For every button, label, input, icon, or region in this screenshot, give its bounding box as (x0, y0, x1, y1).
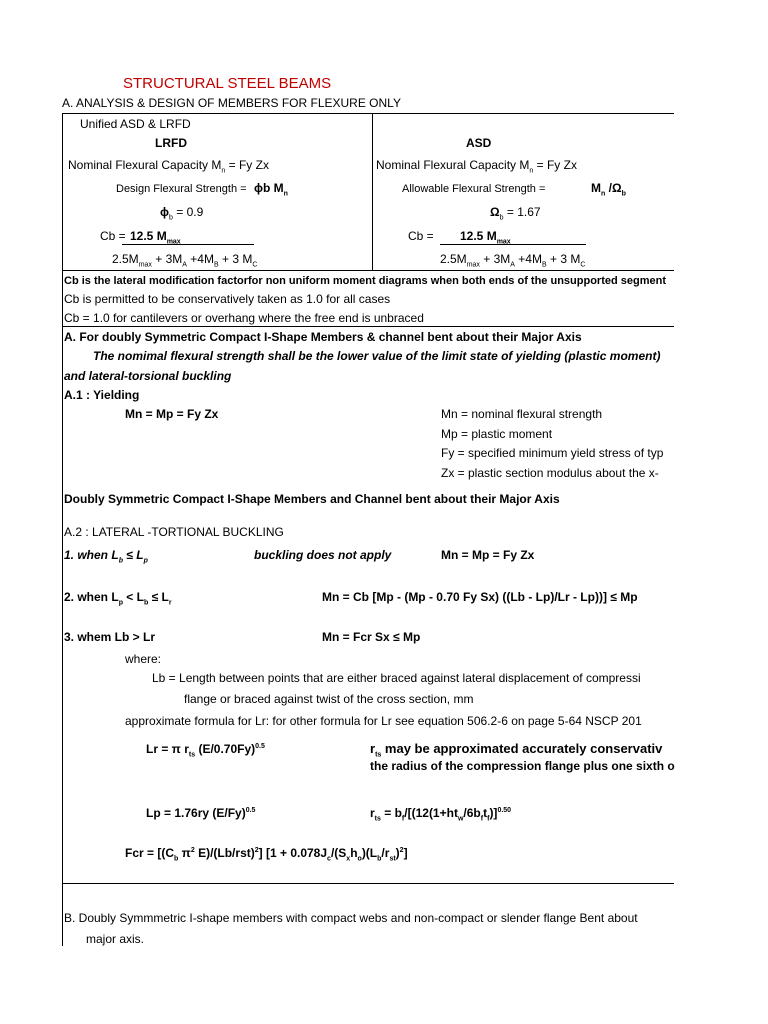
asd-allow-label: Allowable Flexural Strength = (402, 183, 546, 195)
unified-label: Unified ASD & LRFD (80, 117, 191, 131)
asd-cb-denominator: $2.5M_{max} + 3M_A +4M_B + 3$ $M_C$ (440, 252, 586, 269)
lrfd-phi: $\phi_b = 0.9$ (160, 205, 204, 222)
case-1-note: buckling does not apply (254, 548, 392, 562)
asd-cb-label: Cb = (408, 229, 434, 243)
asd-fraction-bar (440, 244, 586, 245)
section-heading: A. ANALYSIS & DESIGN OF MEMBERS FOR FLEXURE ONLY (62, 96, 401, 110)
lrfd-cb-label: Cb = (100, 229, 126, 243)
a1-heading: A.1 : Yielding (64, 388, 140, 402)
def-fy: Fy = specified minimum yield stress of typ (441, 446, 664, 460)
def-mp: Mp = plastic moment (441, 427, 553, 441)
cb-cantilever-note: Cb = 1.0 for cantilevers or overhang where the free end is unbraced (64, 311, 424, 325)
lb-definition-1: Lb = Length between points that are either braced against lateral displacement of compressi (152, 671, 641, 685)
section-b-divider (62, 883, 674, 884)
lrfd-cb-denominator: $2.5M_{max} + 3M_A +4M_B + 3$ $M_C$ (112, 252, 258, 269)
where-label: where: (125, 652, 162, 666)
a2-heading: A.2 : LATERAL -TORTIONAL BUCKLING (64, 525, 284, 539)
case-2-condition: 2. when $L_p < L_b \le L_r$ (64, 590, 172, 607)
doubly-symmetric-heading: Doubly Symmetric Compact I-Shape Members and Channel bent about their Major Axis (64, 492, 560, 506)
yield-equation: Mn = Mp = Fy Zx (125, 407, 219, 421)
content-left-border (62, 326, 63, 946)
table-top-border (62, 113, 674, 114)
lrfd-nominal-capacity: Nominal Flexural Capacity $M_n = Fy$ Zx (68, 158, 269, 175)
table-center-divider (372, 113, 373, 270)
lrfd-header: LRFD (155, 136, 187, 150)
cb-permit-note: Cb is permitted to be conservatively taken as 1.0 for all cases (64, 292, 391, 306)
section-a-heading: A. For doubly Symmetric Compact I-Shape Members & channel bent about their Major Axis (64, 330, 582, 344)
asd-cb-numerator: 12.5 $M_{max}$ (460, 229, 511, 246)
page-title: STRUCTURAL STEEL BEAMS (123, 75, 332, 92)
table-row-divider (62, 270, 674, 271)
lb-definition-2: flange or braced against twist of the cross section, mm (184, 692, 474, 706)
cb-note: Cb is the lateral modification factorfor non uniform moment diagrams when both ends of the unsupported segment (64, 275, 666, 287)
asd-allow-value: $M_n$ $/\Omega_b$ (591, 181, 626, 198)
table-left-border (62, 113, 63, 270)
approx-lr-note: approximate formula for Lr: for other formula for Lr see equation 506.2-6 on page 5-64 NSCP 201 (125, 714, 642, 728)
fcr-equation: Fcr = [($C_b$ $\pi^2$ $E)/(Lb/rst)^2$] $[1 + 0.078J_c/(S_xh_o)(L_b/r_{st})^2]$ (125, 846, 408, 863)
def-zx: Zx = plastic section modulus about the x- (441, 466, 659, 480)
lp-equation: Lp = 1.76ry $(E/Fy)^{0.5}$ (146, 806, 256, 820)
section-a-italic-2: and lateral-torsional buckling (64, 369, 232, 383)
lrfd-design-value: ϕb $M_n$ (254, 181, 288, 198)
lr-equation: Lr = π $r_{ts}$ $(E/0.70Fy)^{0.5}$ (146, 742, 265, 759)
section-a-divider (62, 326, 674, 327)
case-2-equation: Mn = Cb [Mp - (Mp - 0.70 Fy Sx) ((Lb - Lp)/Lr - Lp))] ≤ Mp (322, 590, 638, 604)
case-3-equation: Mn = Fcr Sx ≤ Mp (322, 630, 421, 644)
def-mn: Mn = nominal flexural strength (441, 407, 603, 421)
asd-omega: $\Omega_b = 1.67$ (490, 205, 541, 222)
lrfd-fraction-bar (122, 244, 254, 245)
section-b-line-1: B. Doubly Symmmetric I-shape members with compact webs and non-compact or slender flange Bent about (64, 911, 638, 925)
lrfd-design-label: Design Flexural Strength = (116, 183, 247, 195)
section-b-line-2: major axis. (86, 932, 145, 946)
rts-approx-2: the radius of the compression flange plus one sixth o (370, 759, 675, 773)
section-a-italic-1: The nomimal flexural strength shall be the lower value of the limit state of yielding (plastic moment) (93, 349, 661, 363)
asd-header: ASD (466, 136, 492, 150)
note-left-border (62, 270, 63, 326)
rts-approx-1: $r_{ts}$ may be approximated accurately conservativ (370, 741, 663, 759)
case-3-condition: 3. whem Lb > Lr (64, 630, 156, 644)
asd-nominal-capacity: Nominal Flexural Capacity $M_n = Fy$ Zx (376, 158, 577, 175)
case-1-condition: 1. when $L_b \le L_p$ (64, 548, 148, 565)
rts-equation: $r_{ts} = b_f/[(12(1+ht_w/6b_ft_f)]^{0.50}$ (370, 806, 512, 823)
case-1-equation: Mn = Mp = Fy Zx (441, 548, 535, 562)
lrfd-cb-numerator: 12.5 $M_{max}$ (130, 229, 181, 246)
